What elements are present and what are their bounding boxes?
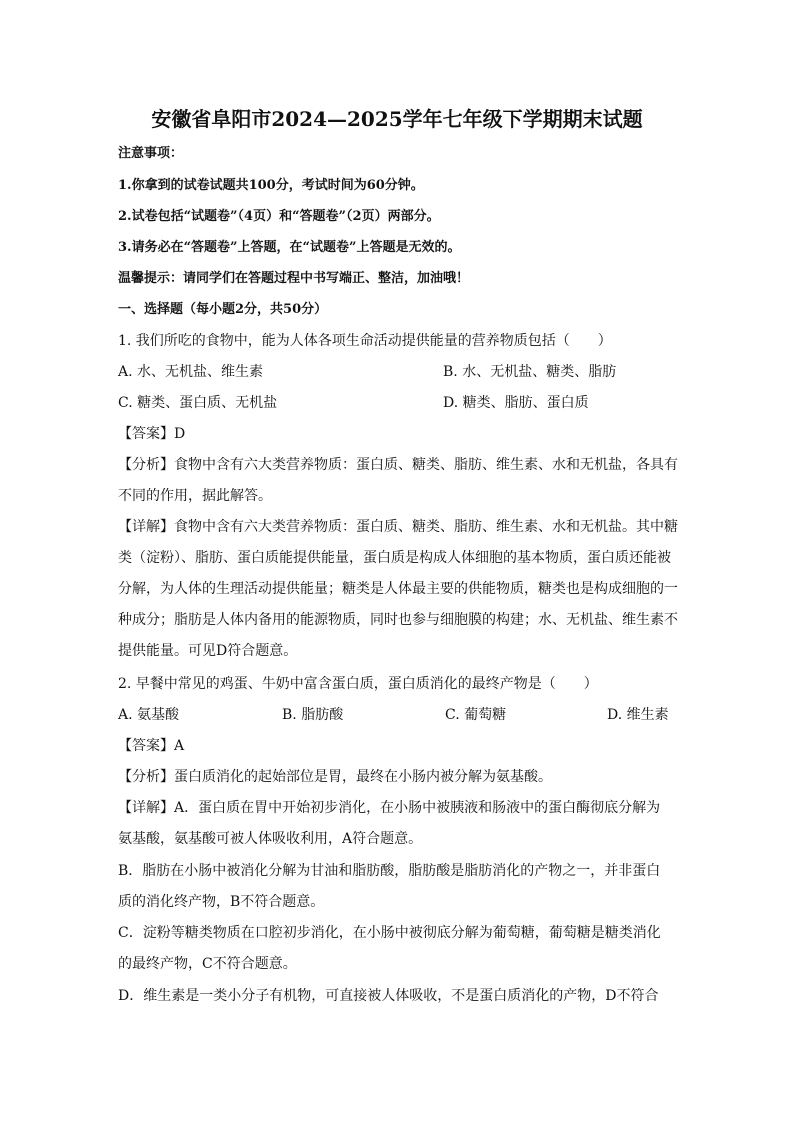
question-2-option-a: A. 氨基酸 <box>118 707 180 723</box>
question-2-answer: 【答案】A <box>118 738 185 754</box>
question-2-detail: D．维生素是一类小分子有机物，可直接被人体吸收，不是蛋白质消化的产物，D不符合 <box>118 988 659 1004</box>
question-2-detail: 的最终产物，C不符合题意。 <box>118 956 297 972</box>
question-1-stem: 1. 我们所吃的食物中，能为人体各项生命活动提供能量的营养物质包括（ ） <box>118 333 612 349</box>
notice-item: 3.请务必在“答题卷”上答题，在“试题卷”上答题是无效的。 <box>118 240 461 255</box>
section-heading: 一、选择题（每小题2分，共50分） <box>118 302 328 317</box>
question-2-detail: 质的消化终产物，B不符合题意。 <box>118 894 325 910</box>
page-title: 安徽省阜阳市2024—2025学年七年级下学期期末试题 <box>151 107 643 131</box>
question-1-detail: 种成分；脂肪是人体内备用的能源物质，同时也参与细胞膜的构建；水、无机盐、维生素不 <box>118 612 678 628</box>
question-2-detail: 氨基酸，氨基酸可被人体吸收利用，A符合题意。 <box>118 831 423 847</box>
question-2-option-d: D. 维生素 <box>607 707 669 723</box>
question-1-option-d: D. 糖类、脂肪、蛋白质 <box>443 395 589 411</box>
question-2-stem: 2. 早餐中常见的鸡蛋、牛奶中富含蛋白质，蛋白质消化的最终产物是（ ） <box>118 676 598 692</box>
question-1-answer: 【答案】D <box>118 426 186 442</box>
question-1-option-b: B. 水、无机盐、糖类、脂肪 <box>443 364 617 380</box>
question-1-detail: 【详解】食物中含有六大类营养物质：蛋白质、糖类、脂肪、维生素、水和无机盐。其中糖 <box>118 519 678 535</box>
question-1-detail: 分解，为人体的生理活动提供能量；糖类是人体最主要的供能物质，糖类也是构成细胞的一 <box>118 581 678 597</box>
notice-heading: 注意事项： <box>118 146 184 161</box>
question-2-option-c: C. 葡萄糖 <box>445 707 507 723</box>
question-1-detail: 提供能量。可见D符合题意。 <box>118 643 298 659</box>
question-1-analysis: 不同的作用，据此解答。 <box>118 488 272 504</box>
question-2-analysis: 【分析】蛋白质消化的起始部位是胃，最终在小肠内被分解为氨基酸。 <box>118 769 552 785</box>
question-2-detail: B．脂肪在小肠中被消化分解为甘油和脂肪酸，脂肪酸是脂肪消化的产物之一，并非蛋白 <box>118 863 661 879</box>
question-2-option-b: B. 脂肪酸 <box>282 707 344 723</box>
question-1-option-c: C. 糖类、蛋白质、无机盐 <box>118 395 278 411</box>
question-1-analysis: 【分析】食物中含有六大类营养物质：蛋白质、糖类、脂肪、维生素、水和无机盐，各具有 <box>118 457 678 473</box>
question-1-detail: 类（淀粉）、脂肪、蛋白质能提供能量，蛋白质是构成人体细胞的基本物质，蛋白质还能被 <box>118 550 671 566</box>
notice-item: 2.试卷包括“试题卷”（4页）和“答题卷”（2页）两部分。 <box>118 209 440 224</box>
notice-item: 1.你拿到的试卷试题共100分，考试时间为60分钟。 <box>118 178 424 193</box>
notice-tip: 温馨提示：请同学们在答题过程中书写端正、整洁，加油哦！ <box>118 271 470 286</box>
question-2-detail: C．淀粉等糖类物质在口腔初步消化，在小肠中被彻底分解为葡萄糖，葡萄糖是糖类消化 <box>118 925 661 941</box>
question-2-detail: 【详解】A．蛋白质在胃中开始初步消化，在小肠中被胰液和肠液中的蛋白酶彻底分解为 <box>118 800 661 816</box>
question-1-option-a: A. 水、无机盐、维生素 <box>118 364 264 380</box>
